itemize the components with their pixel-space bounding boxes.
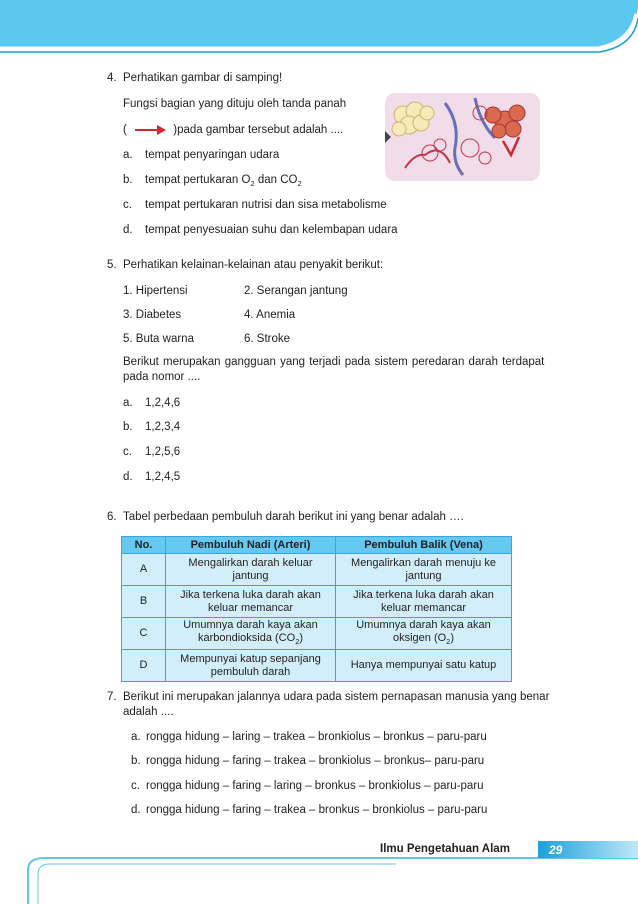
q4-number: 4. <box>107 72 117 84</box>
q4-option-b-text: tempat pertukaran $O_2$ dan $CO_2$ <box>145 174 302 188</box>
q7-option-b-letter: b. <box>131 755 141 767</box>
q7-option-c-text: rongga hidung – faring – laring – bronkus – bronkiolus – paru-paru <box>146 780 484 792</box>
q5-option-a-letter: a. <box>123 397 133 409</box>
q5-intro: Perhatikan kelainan-kelainan atau penyakit berikut: <box>123 259 384 271</box>
alveoli-illustration-icon <box>385 93 540 181</box>
q5-item-2: 2. Serangan jantung <box>244 285 348 297</box>
row-c-vena: Umumnya darah kaya akan oksigen $(O_2)$ <box>336 618 512 650</box>
header-banner <box>0 0 638 60</box>
row-d-vena: Hanya mempunyai satu katup <box>336 650 512 682</box>
q5-item-3: 3. Diabetes <box>123 309 182 321</box>
header-vena: Pembuluh Balik (Vena) <box>336 537 512 554</box>
header-no: No. <box>122 537 166 554</box>
q5-number: 5. <box>107 259 117 271</box>
row-b-vena: Jika terkena luka darah akan keluar memancar <box>336 586 512 618</box>
q7-option-d-letter: d. <box>131 804 141 816</box>
q4-option-c-letter: c. <box>123 199 132 211</box>
header-arteri: Pembuluh Nadi (Arteri) <box>166 537 336 554</box>
q7-line1: Berikut ini merupakan jalannya udara pada sistem pernapasan manusia yang benar <box>123 691 550 703</box>
q7-number: 7. <box>107 691 117 703</box>
q5-question-line2: pada nomor .... <box>123 371 201 383</box>
page-number: 29 <box>549 843 563 857</box>
q7-option-d-text: rongga hidung – faring – trakea – bronkus – bronkiolus – paru-paru <box>146 804 488 816</box>
q5-option-c-letter: c. <box>123 446 132 458</box>
table-row <box>122 554 512 586</box>
q7-option-a-text: rongga hidung – laring – trakea – bronkiolus – bronkus – paru-paru <box>146 731 487 743</box>
footer-frame <box>0 830 638 904</box>
q4-option-a-text: tempat penyaringan udara <box>145 149 280 161</box>
q6-number: 6. <box>107 511 117 523</box>
row-a-no: A <box>122 554 166 586</box>
q5-option-c-text: 1,2,5,6 <box>145 446 181 458</box>
row-a-vena: Mengalirkan darah menuju ke jantung <box>336 554 512 586</box>
q5-option-b-letter: b. <box>123 421 133 433</box>
q4-line2: Fungsi bagian yang dituju oleh tanda panah <box>123 98 347 110</box>
q5-option-d-text: 1,2,4,5 <box>145 471 181 483</box>
q5-option-a-text: 1,2,4,6 <box>145 397 181 409</box>
q5-item-6: 6. Stroke <box>244 333 291 345</box>
q4-option-c-text: tempat pertukaran nutrisi dan sisa metabolisme <box>145 199 387 211</box>
q7-option-a-letter: a. <box>131 731 141 743</box>
q5-item-5: 5. Buta warna <box>123 333 194 345</box>
table-row <box>122 650 512 682</box>
row-d-no: D <box>122 650 166 682</box>
q7-option-c-letter: c. <box>131 780 140 792</box>
q5-option-b-text: 1,2,3,4 <box>145 421 181 433</box>
q5-option-d-letter: d. <box>123 471 133 483</box>
table-header-row <box>122 537 512 554</box>
q6-intro: Tabel perbedaan pembuluh darah berikut ini yang benar adalah …. <box>123 511 464 523</box>
row-b-arteri: Jika terkena luka darah akan keluar memancar <box>166 586 336 618</box>
row-c-no: C <box>122 618 166 650</box>
q4-line3-rest: )pada gambar tersebut adalah .... <box>173 124 344 136</box>
q4-option-a-letter: a. <box>123 149 133 161</box>
q5-item-4: 4. Anemia <box>244 309 296 321</box>
row-a-arteri: Mengalirkan darah keluar jantung <box>166 554 336 586</box>
red-arrow-icon <box>133 125 167 135</box>
footer-subject: Ilmu Pengetahuan Alam <box>380 843 510 855</box>
vessel-comparison-table <box>121 536 512 682</box>
q4-line1: Perhatikan gambar di samping! <box>123 72 283 84</box>
q4-paren-open: ( <box>123 124 127 136</box>
q5-item-1: 1. Hipertensi <box>123 285 188 297</box>
table-row <box>122 586 512 618</box>
table-row <box>122 618 512 650</box>
row-c-arteri: Umumnya darah kaya akan karbondioksida $(CO_2)$ <box>166 618 336 650</box>
q4-line3 <box>123 124 343 136</box>
q5-question-line1: Berikut merupakan gangguan yang terjadi pada sistem peredaran darah terdapat <box>123 356 545 368</box>
q4-option-d-text: tempat penyesuaian suhu dan kelembapan udara <box>145 224 398 236</box>
q7-line2: adalah .... <box>123 706 174 718</box>
q7-option-b-text: rongga hidung – faring – trakea – bronkiolus – bronkus– paru-paru <box>146 755 485 767</box>
row-d-arteri: Mempunyai katup sepanjang pembuluh darah <box>166 650 336 682</box>
q4-option-b-letter: b. <box>123 174 133 186</box>
row-b-no: B <box>122 586 166 618</box>
q4-option-d-letter: d. <box>123 224 133 236</box>
